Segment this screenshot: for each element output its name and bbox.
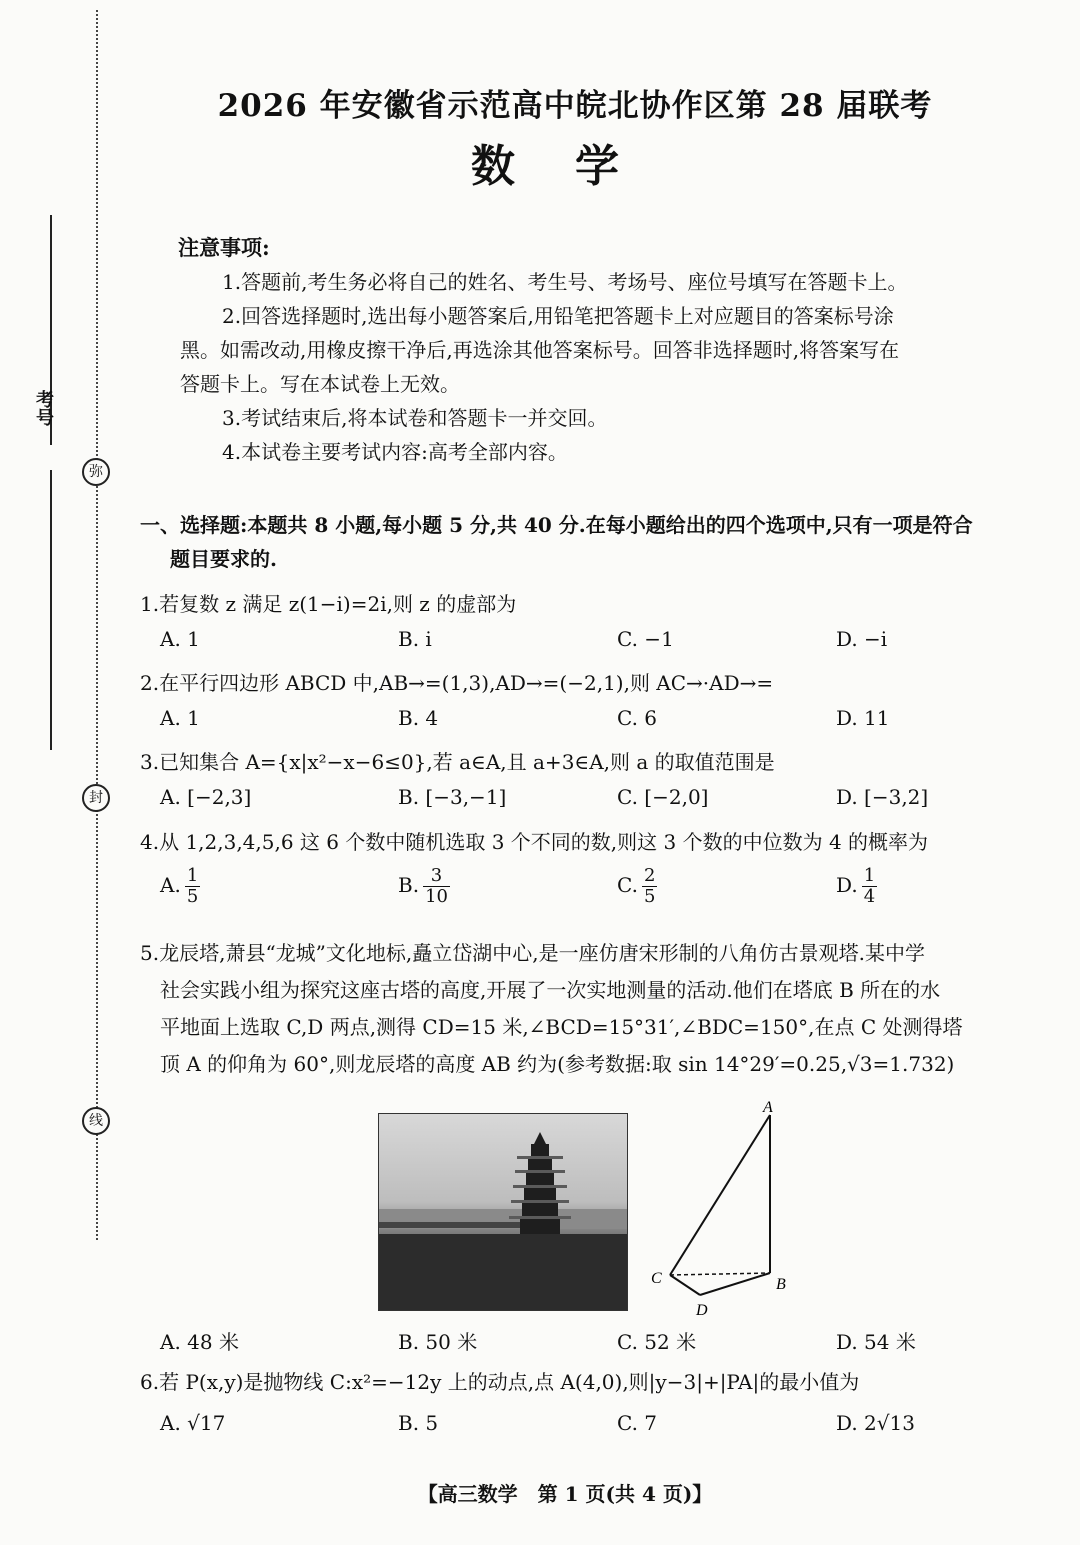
point-c-label: C — [651, 1270, 662, 1287]
page-footer: 【高三数学 第 1 页(共 4 页)】 — [417, 1482, 713, 1506]
notice-item: 答题卡上。写在本试卷上无效。 — [180, 372, 460, 396]
fraction — [185, 866, 200, 907]
q2-option-a: A. 1 — [160, 706, 200, 730]
q6-option-d: D. 2√13 — [836, 1411, 915, 1435]
edge-cd — [670, 1275, 700, 1295]
denominator: 10 — [425, 886, 448, 907]
exam-number-label: 考号 — [33, 390, 54, 426]
q4-option-c — [617, 866, 657, 907]
section-header — [140, 508, 973, 576]
denominator: 5 — [186, 886, 199, 907]
q1-option-b: B. i — [398, 627, 432, 651]
tower-triangle-diagram — [640, 1095, 800, 1325]
q5-option-c: C. 52 米 — [617, 1330, 697, 1354]
section-line: 题目要求的. — [170, 547, 277, 571]
notice-item: 3.考试结束后,将本试卷和答题卡一并交回。 — [222, 406, 608, 430]
q1-option-a: A. 1 — [160, 627, 200, 651]
notice-item: 4.本试卷主要考试内容:高考全部内容。 — [222, 440, 568, 464]
q1-option-c: C. −1 — [617, 627, 674, 651]
margin-rule — [50, 470, 52, 720]
q6-option-b: B. 5 — [398, 1411, 439, 1435]
seal-circle: 线 — [82, 1107, 110, 1135]
section-line: 一、选择题:本题共 8 小题,每小题 5 分,共 40 分.在每小题给出的四个选项中,只有一项是符合 — [140, 513, 973, 537]
margin-rule — [50, 715, 52, 750]
q4-option-d — [836, 866, 877, 907]
q6-option-c: C. 7 — [617, 1411, 658, 1435]
notice-heading: 注意事项: — [178, 235, 270, 260]
q2-option-b: B. 4 — [398, 706, 439, 730]
pagoda-photo-drawing — [379, 1114, 627, 1310]
numerator: 2 — [643, 865, 656, 886]
option-label: A. — [160, 873, 181, 897]
q4-option-b — [398, 866, 450, 907]
q2-option-d: D. 11 — [836, 706, 890, 730]
question-6-stem: 6.若 P(x,y)是抛物线 C:x²=−12y 上的动点,点 A(4,0),则|y−3|+|PA|的最小值为 — [140, 1370, 860, 1394]
q3-option-b: B. [−3,−1] — [398, 785, 507, 809]
edge-db — [700, 1273, 770, 1295]
q5-line: 5.龙辰塔,萧县“龙城”文化地标,矗立岱湖中心,是一座仿唐宋形制的八角仿古景观塔.某中学 — [140, 941, 925, 965]
question-5-stem — [140, 935, 963, 1083]
notice-item: 1.答题前,考生务必将自己的姓名、考生号、考场号、座位号填写在答题卡上。 — [222, 270, 908, 294]
option-label: C. — [617, 873, 638, 897]
fraction — [862, 866, 877, 907]
q3-option-d: D. [−3,2] — [836, 785, 929, 809]
pagoda-photo — [378, 1113, 628, 1311]
q4-option-a — [160, 866, 200, 907]
edge-cb — [670, 1273, 770, 1275]
seal-circle: 封 — [82, 784, 110, 812]
numerator: 3 — [423, 866, 450, 887]
binding-dotted-line — [96, 10, 98, 1240]
q5-line: 社会实践小组为探究这座古塔的高度,开展了一次实地测量的活动.他们在塔底 B 所在的水 — [160, 978, 941, 1002]
numerator: 1 — [186, 865, 199, 886]
point-a-label: A — [763, 1099, 773, 1116]
option-label: B. — [398, 873, 420, 897]
question-2-stem: 2.在平行四边形 ABCD 中,AB→=(1,3),AD→=(−2,1),则 AC→·AD→= — [140, 671, 774, 695]
q5-option-d: D. 54 米 — [836, 1330, 916, 1354]
q5-line: 顶 A 的仰角为 60°,则龙辰塔的高度 AB 约为(参考数据:取 sin 14°29′=0.25,√3=1.732) — [160, 1052, 955, 1076]
q1-option-d: D. −i — [836, 627, 888, 651]
question-1-stem: 1.若复数 z 满足 z(1−i)=2i,则 z 的虚部为 — [140, 592, 517, 616]
denominator: 4 — [863, 886, 876, 907]
q3-option-a: A. [−2,3] — [160, 785, 252, 809]
question-3-stem: 3.已知集合 A={x|x²−x−6≤0},若 a∈A,且 a+3∈A,则 a 的取值范围是 — [140, 750, 775, 774]
q6-option-a: A. √17 — [160, 1411, 226, 1435]
q5-option-b: B. 50 米 — [398, 1330, 478, 1354]
notice-item: 2.回答选择题时,选出每小题答案后,用铅笔把答题卡上对应题目的答案标号涂 — [222, 304, 894, 328]
q2-option-c: C. 6 — [617, 706, 658, 730]
subject-title: 数学 — [471, 141, 679, 192]
fraction — [642, 866, 657, 907]
fraction — [423, 866, 450, 907]
seal-circle: 弥 — [82, 458, 110, 486]
q5-line: 平地面上选取 C,D 两点,测得 CD=15 米,∠BCD=15°31′,∠BDC=150°,在点 C 处测得塔 — [160, 1015, 963, 1039]
exam-title: 2026 年安徽省示范高中皖北协作区第 28 届联考 — [217, 88, 933, 124]
question-4-stem: 4.从 1,2,3,4,5,6 这 6 个数中随机选取 3 个不同的数,则这 3 个数的中位数为 4 的概率为 — [140, 830, 929, 854]
notice-item: 黑。如需改动,用橡皮擦干净后,再选涂其他答案标号。回答非选择题时,将答案写在 — [180, 338, 900, 362]
q5-option-a: A. 48 米 — [160, 1330, 239, 1354]
point-b-label: B — [776, 1276, 786, 1293]
point-d-label: D — [696, 1302, 708, 1319]
option-label: D. — [836, 873, 858, 897]
denominator: 5 — [643, 886, 656, 907]
q3-option-c: C. [−2,0] — [617, 785, 709, 809]
numerator: 1 — [863, 865, 876, 886]
edge-ac — [670, 1115, 770, 1275]
